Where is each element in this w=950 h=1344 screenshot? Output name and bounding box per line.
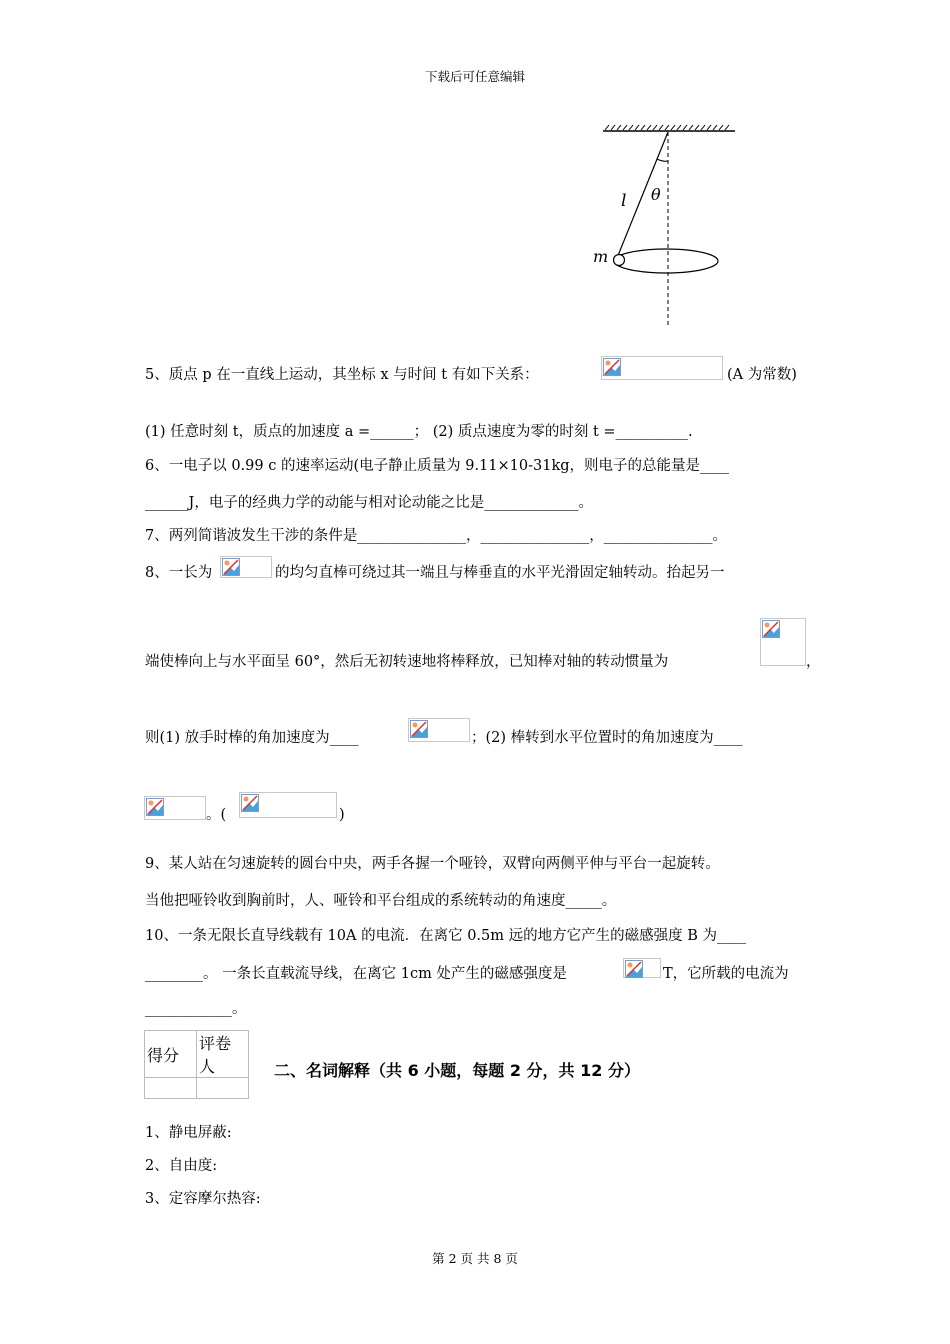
- q8-length-image: [220, 556, 272, 578]
- conical-pendulum-figure: [595, 120, 745, 330]
- label-theta: θ: [651, 185, 661, 204]
- q10-line3: ____________。: [145, 1001, 247, 1017]
- broken-image-icon: [222, 558, 240, 576]
- q6-line1: 6、一电子以 0.99 c 的速率运动(电子静止质量为 9.11×10-31kg，则电子的总能量是____: [145, 458, 730, 474]
- grader-header: 评卷人: [197, 1031, 249, 1078]
- broken-image-icon: [410, 720, 428, 738]
- q8-line1-a: 8、一长为: [145, 565, 213, 581]
- broken-image-icon: [146, 798, 164, 816]
- q8-line2-a: 端使棒向上与水平面呈 60°，然后无初转速地将棒释放，已知棒对轴的转动惯量为: [145, 654, 669, 670]
- broken-image-icon: [241, 794, 259, 812]
- q9-line1: 9、某人站在匀速旋转的圆台中央，两手各握一个哑铃，双臂向两侧平伸与平台一起旋转。: [145, 856, 720, 872]
- q5-formula-image: [601, 356, 723, 380]
- q8-answer1-image: [408, 718, 470, 742]
- q8-inertia-image: [760, 618, 806, 666]
- page-header: 下载后可任意编辑: [424, 69, 525, 84]
- q10-field-image: [623, 958, 661, 978]
- page-footer: 第 2 页 共 8 页: [432, 1251, 518, 1266]
- q7-line1: 7、两列简谐波发生干涉的条件是_______________，_______________，_______________。: [145, 528, 727, 544]
- term-item: 1、静电屏蔽:: [145, 1125, 232, 1141]
- q8-answer2-image: [144, 796, 206, 820]
- q5-sub: (1) 任意时刻 t，质点的加速度 a =______； (2) 质点速度为零的时刻 t =__________.: [145, 424, 693, 440]
- broken-image-icon: [603, 358, 621, 376]
- label-l: l: [621, 191, 627, 211]
- score-header: 得分: [145, 1031, 197, 1078]
- q10-line2-b: T，它所载的电流为: [663, 966, 789, 982]
- q8-answer3-image: [239, 792, 337, 818]
- q5-suffix: (A 为常数): [727, 367, 797, 383]
- q5-prefix: 5、质点 p 在一直线上运动，其坐标 x 与时间 t 有如下关系：: [145, 367, 539, 383]
- label-m: m: [593, 247, 609, 266]
- q8-line4-b: ): [339, 807, 345, 823]
- score-cell[interactable]: [145, 1078, 197, 1099]
- q9-line2: 当他把哑铃收到胸前时，人、哑铃和平台组成的系统转动的角速度_____。: [145, 893, 617, 909]
- term-item: 3、定容摩尔热容:: [145, 1191, 261, 1207]
- q8-line3-b: ；(2) 棒转到水平位置时的角加速度为____: [471, 730, 743, 746]
- q10-line1: 10、一条无限长直导线载有 10A 的电流．在离它 0.5m 远的地方它产生的磁感强度 B 为____: [145, 928, 746, 944]
- q8-line1-b: 的均匀直棒可绕过其一端且与棒垂直的水平光滑固定轴转动。抬起另一: [275, 565, 725, 581]
- section2-title: 二、名词解释（共 6 小题，每题 2 分，共 12 分）: [274, 1061, 640, 1080]
- q10-line2-a: ________。 一条长直载流导线，在离它 1cm 处产生的磁感强度是: [145, 966, 567, 982]
- q8-line2-b: ，: [806, 654, 821, 670]
- q8-line3-a: 则(1) 放手时棒的角加速度为____: [145, 730, 359, 746]
- score-table: [144, 1030, 249, 1099]
- term-item: 2、自由度:: [145, 1158, 218, 1174]
- broken-image-icon: [762, 620, 780, 638]
- broken-image-icon: [625, 960, 643, 978]
- q8-line4-a: 。(: [206, 807, 227, 823]
- grader-cell[interactable]: [197, 1078, 249, 1099]
- q6-line2: ______J，电子的经典力学的动能与相对论动能之比是_____________。: [145, 495, 594, 511]
